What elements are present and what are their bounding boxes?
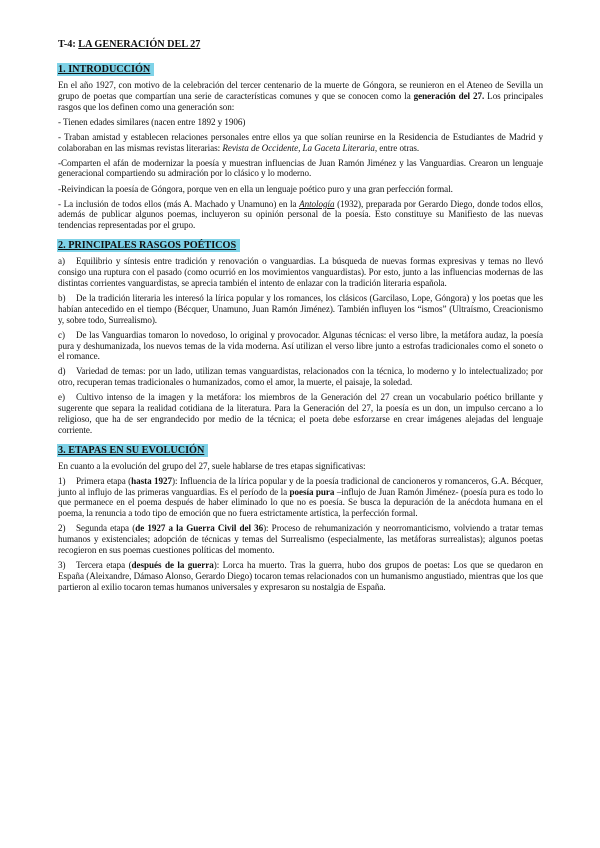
etapa-2-dates: de 1927 a la Guerra Civil del 36 [135,523,264,534]
rasgo-a [58,256,543,288]
rasgo-b [58,293,543,325]
bullet2-text-c: , entre otras. [374,142,420,153]
intro-text-c: Los principales rasgos que los definen como una generación son: [58,90,543,112]
rasgo-e [58,392,543,435]
section-heading-etapas: 3. ETAPAS EN SU EVOLUCIÓN [57,444,208,457]
section-heading-introduccion: 1. INTRODUCCIÓN [57,63,154,76]
etapa-3-text-a: Tercera etapa ( [76,560,132,571]
etapa-2-label: 2) [58,523,66,534]
rasgo-c-text: De las Vanguardias tomaron lo novedoso, lo original y provocador. Algunas técnicas: el verso libre, la metáfora audaz, la poesía pura y deshumanizada, los nuevos temas de la vida moderna. Así utilizan el verso libre junto a estrofas tradicionales como el soneto o el romance. [58,329,543,362]
rasgo-e-label: e) [58,392,65,403]
etapa-3-label: 3) [58,560,66,571]
etapa-1-text-e: –influjo de Juan Ramón Jiménez- (poesía pura es todo lo que permanece en el poema después de haber eliminado lo que no es poesía. Se busca la depuración de la anécdota humana en el poema, la renuncia a todo tipo de emoción que no fuera estrictamente artística, la perfección formal. [58,486,543,519]
etapa-2-text-c: ): Proceso de rehumanización y neorromanticismo, volviendo a tratar temas humanos y existenciales; adopción de técnicas y temas del Surrealismo (especialmente, las metáforas surrealistas); algunos poetas recogieron en sus poemas cuestiones políticas del momento. [58,523,543,555]
intro-bullet-2 [58,132,543,154]
etapa-1-dates: hasta 1927 [131,475,173,486]
bullet2-text-a: - Traban amistad y establecen relaciones personales entre ellos ya que solían reunirse en la Residencia de Estudiantes de Madrid y colaboraban en las mismas revistas literarias: [58,131,543,153]
rasgo-c-label: c) [58,329,65,340]
rasgo-e-text: Cultivo intenso de la imagen y la metáfora: los miembros de la Generación del 27 crean un vocabulario poético brillante y sugerente que separa la realidad cotidiana de la literatura. Para la Generación del 27, la poesía es un don, un impulso cercano a lo religioso, que ha de ser engrandecido por medio de la técnica; el poeta debe esforzarse en crear imágenes alejadas del lenguaje corriente. [58,392,543,435]
title-prefix: T-4: [58,39,79,50]
rasgo-a-label: a) [58,256,65,267]
etapa-3 [58,560,543,592]
rasgo-d-label: d) [58,366,66,377]
rasgo-b-text: De la tradición literaria les interesó la lírica popular y los romances, los clásicos (Garcilaso, Lope, Góngora) y los poetas que les habían antecedido en el tiempo (Bécquer, Unamuno, Juan Ramón Jiménez). También influyen los “ismos” (Ultraísmo, Creacionismo y, sobre todo, Surrealismo). [58,293,543,325]
bullet5-text-a: - La inclusión de todos ellos (más A. Machado y Unamuno) en la [58,198,300,209]
rasgo-d [58,366,543,388]
etapa-1-text-a: Primera etapa ( [76,475,132,486]
rasgo-c [58,330,543,362]
etapa-2 [58,523,543,555]
etapas-intro: En cuanto a la evolución del grupo del 27, suele hablarse de tres etapas significativas: [58,460,366,471]
etapa-3-dates: después de la guerra [131,560,214,571]
intro-bullet-1: - Tienen edades similares (nacen entre 1892 y 1906) [58,116,246,127]
intro-text-a: En el año 1927, con motivo de la celebración del tercer centenario de la muerte de Góngora, se reunieron en el Ateneo de Sevilla un grupo de poetas que compartían una serie de características comunes y que se conocen como la [58,80,543,101]
rasgo-d-text: Variedad de temas: por un lado, utilizan temas vanguardistas, relacionados con la técnica, lo moderno y lo intelectualizado; por otro, recuperan temas tradicionales o humanizados, como el amor, la muerte, el paisaje, la soledad. [58,366,543,388]
intro-bullet-5 [58,199,543,231]
etapa-1-text-c: ): Influencia de la lírica popular y de la poesía tradicional de cancioneros y romanceros, G.A. Bécquer, junto al influjo de las primeras vanguardias. Es el período de la [58,475,543,497]
title-text: LA GENERACIÓN DEL 27 [78,39,201,50]
intro-bullet-4: -Reivindican la poesía de Góngora, porque ven en ella un lenguaje poético puro y una gran perfección formal. [58,183,453,194]
etapa-1 [58,476,543,519]
bullet2-journals: Revista de Occidente, La Gaceta Literaria [222,142,375,153]
etapa-3-text-c: ): Lorca ha muerto. Tras la guerra, hubo dos grupos de poetas: Los que se quedaron en España (Aleixandre, Dámaso Alonso, Gerardo Diego) tocaron temas relacionados con un humanismo angustiado, mientras que los que partieron al exilio tocaron temas humanos universales y expresaron su nostalgia de España. [58,560,543,592]
section-heading-rasgos: 2. PRINCIPALES RASGOS POÉTICOS [57,239,240,252]
intro-paragraph [58,80,543,112]
intro-text-bold: generación del 27. [413,90,485,101]
bullet5-antologia: Antología [299,198,335,209]
rasgo-b-label: b) [58,293,66,304]
etapa-1-poesia-pura: poesía pura [289,486,335,497]
document-page [58,38,543,597]
bullet5-text-c: (1932), preparada por Gerardo Diego, donde todos ellos, además de publicar algunos poemas, incluyeron su opinión personal de la poesía. Esto constituye su Manifiesto de las nuevas tendencias representadas por el grupo. [58,198,543,231]
intro-bullet-3: -Comparten el afán de modernizar la poesía y muestran influencias de Juan Ramón Jiménez y las Vanguardias. Crearon un lenguaje generacional compartiendo su admiración por lo clásico y lo moderno. [58,157,543,179]
etapa-1-label: 1) [58,475,66,486]
rasgo-a-text: Equilibrio y síntesis entre tradición y renovación o vanguardias. La búsqueda de nuevas formas expresivas y temas no llevó consigo una ruptura con el pasado (como ocurrió en los movimientos vanguardistas). Por esto, junto a las influencias modernas de las distintas corrientes vanguardistas, se aprecia también el intento de enlazar con la tradición literaria española. [58,256,543,288]
document-title [58,38,543,51]
etapa-2-text-a: Segunda etapa ( [76,523,136,534]
